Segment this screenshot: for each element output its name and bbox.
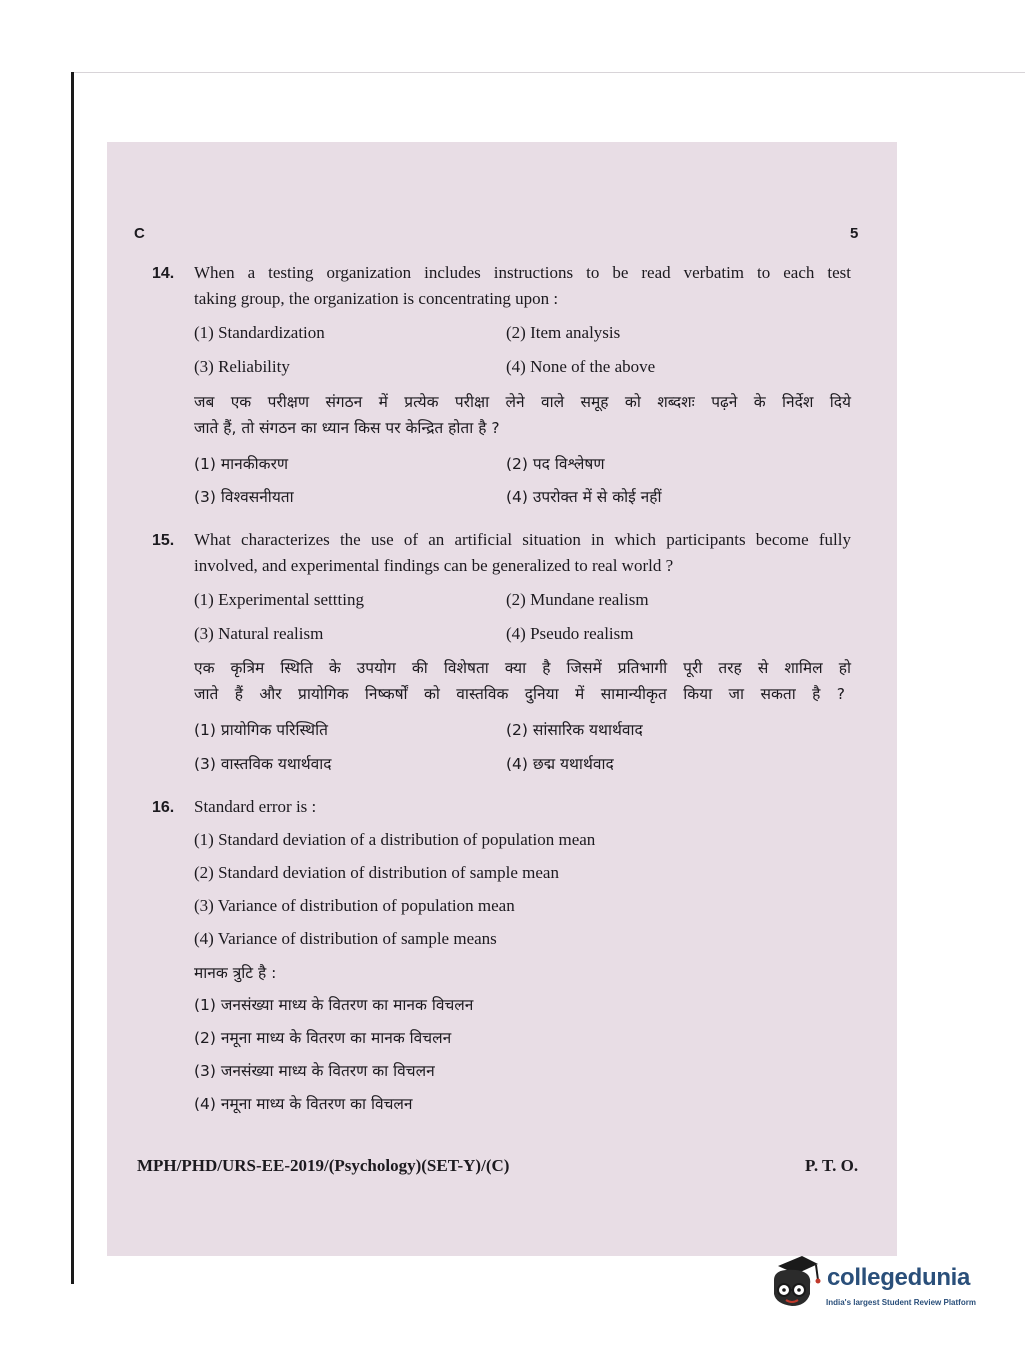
option-hi-4: (4) उपरोक्त में से कोई नहीं bbox=[506, 488, 662, 506]
option-en-2: (2) Mundane realism bbox=[506, 590, 649, 609]
option-hi-3: (3) जनसंख्या माध्य के वितरण का विचलन bbox=[194, 1062, 435, 1080]
question-text-hi-line2: जाते हैं, तो संगठन का ध्यान किस पर केन्द्रित होता है ? bbox=[194, 419, 500, 437]
option-en-2: (2) Standard deviation of distribution of sample mean bbox=[194, 863, 559, 882]
question-text-en-line1: What characterizes the use of an artificial situation in which participants become fully bbox=[194, 530, 851, 549]
option-hi-2: (2) नमूना माध्य के वितरण का मानक विचलन bbox=[194, 1029, 452, 1047]
paper-code: MPH/PHD/URS-EE-2019/(Psychology)(SET-Y)/(C) bbox=[137, 1156, 510, 1175]
brand-tagline: India's largest Student Review Platform bbox=[826, 1298, 976, 1307]
option-en-4: (4) None of the above bbox=[506, 357, 656, 376]
question-text-hi-line1: जब एक परीक्षण संगठन में प्रत्येक परीक्षा लेने वाले समूह को शब्दशः पढ़ने के निर्देश दिये bbox=[194, 393, 851, 411]
set-code: C bbox=[134, 225, 145, 242]
question-text-en-line2: involved, and experimental findings can be generalized to real world ? bbox=[194, 556, 674, 575]
option-hi-2: (2) पद विश्लेषण bbox=[506, 455, 605, 473]
question-text-en-line2: taking group, the organization is concentrating upon : bbox=[194, 289, 559, 308]
option-hi-1: (1) जनसंख्या माध्य के वितरण का मानक विचलन bbox=[194, 996, 474, 1014]
question-number: 14. bbox=[152, 265, 175, 282]
option-hi-4: (4) छद्म यथार्थवाद bbox=[506, 755, 614, 773]
question-number: 16. bbox=[152, 799, 175, 816]
question-text-en-line1: When a testing organization includes instructions to be read verbatim to each test bbox=[194, 263, 851, 282]
option-en-4: (4) Variance of distribution of sample means bbox=[194, 929, 497, 948]
option-en-3: (3) Reliability bbox=[194, 357, 290, 376]
scan-edge-top bbox=[72, 72, 1025, 73]
collegedunia-mascot-icon bbox=[766, 1250, 824, 1316]
option-en-1: (1) Standardization bbox=[194, 323, 325, 342]
option-hi-3: (3) वास्तविक यथार्थवाद bbox=[194, 755, 332, 773]
option-en-1: (1) Standard deviation of a distribution of population mean bbox=[194, 830, 596, 849]
brand-logo-text: collegedunia bbox=[827, 1264, 971, 1291]
question-text-hi: मानक त्रुटि है : bbox=[194, 964, 277, 982]
option-en-4: (4) Pseudo realism bbox=[506, 624, 634, 643]
question-text-en: Standard error is : bbox=[194, 797, 317, 816]
option-en-3: (3) Variance of distribution of population mean bbox=[194, 896, 515, 915]
question-number: 15. bbox=[152, 532, 175, 549]
page-number: 5 bbox=[850, 225, 859, 242]
pto-label: P. T. O. bbox=[805, 1156, 859, 1175]
option-en-1: (1) Experimental settting bbox=[194, 590, 364, 609]
scan-edge-left bbox=[71, 72, 74, 1284]
option-hi-3: (3) विश्वसनीयता bbox=[194, 488, 294, 506]
option-hi-1: (1) मानकीकरण bbox=[194, 455, 289, 473]
question-text-hi-line2: जाते हैं और प्रायोगिक निष्कर्षों को वास्तविक दुनिया में सामान्यीकृत किया जा सकता है ? bbox=[194, 685, 845, 703]
option-en-2: (2) Item analysis bbox=[506, 323, 621, 342]
option-hi-2: (2) सांसारिक यथार्थवाद bbox=[506, 721, 643, 739]
option-hi-4: (4) नमूना माध्य के वितरण का विचलन bbox=[194, 1095, 413, 1113]
option-en-3: (3) Natural realism bbox=[194, 624, 324, 643]
option-hi-1: (1) प्रायोगिक परिस्थिति bbox=[194, 721, 328, 739]
question-text-hi-line1: एक कृत्रिम स्थिति के उपयोग की विशेषता क्या है जिसमें प्रतिभागी पूरी तरह से शामिल हो bbox=[194, 659, 851, 677]
